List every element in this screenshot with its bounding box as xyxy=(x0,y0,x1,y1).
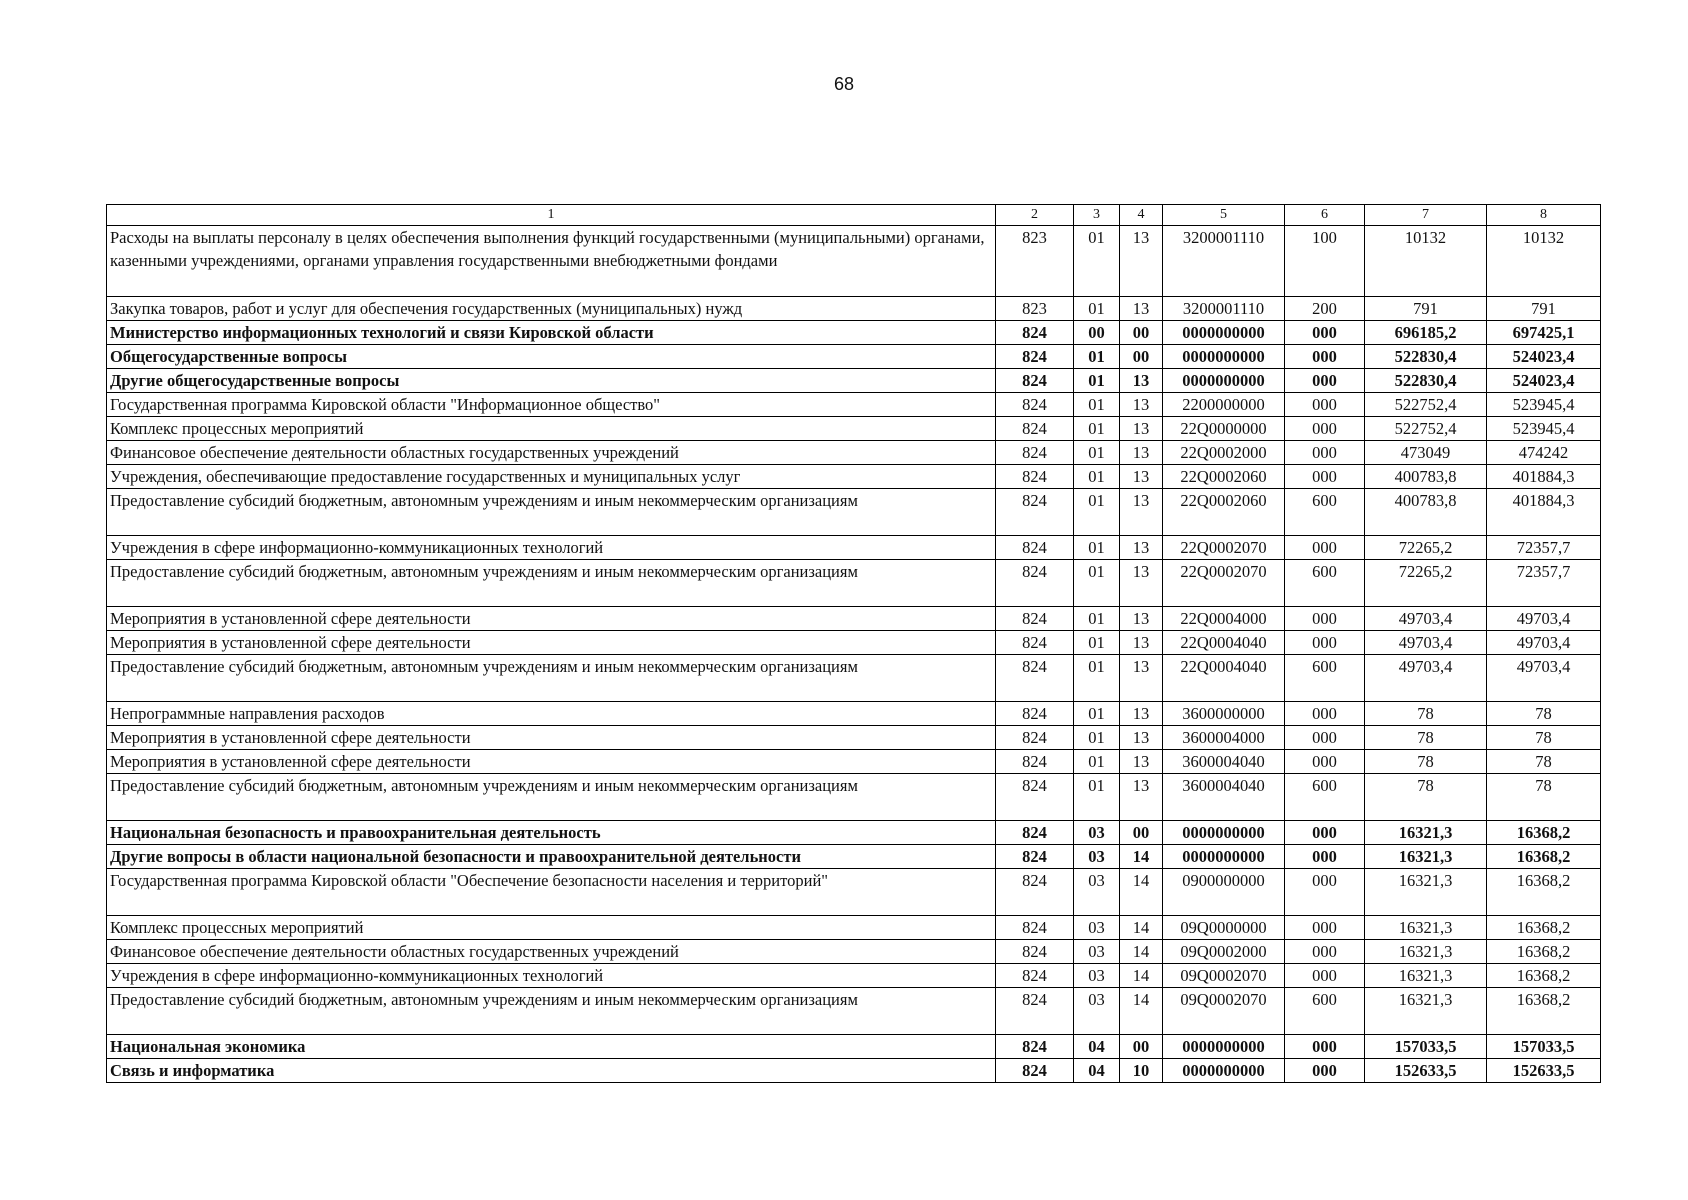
row-type-cell: 000 xyxy=(1285,964,1365,988)
row-name-cell: Общегосударственные вопросы xyxy=(107,345,996,369)
row-target-cell: 09Q0000000 xyxy=(1163,916,1285,940)
header-col-8: 8 xyxy=(1487,205,1601,226)
table-row xyxy=(107,845,1601,869)
table-row xyxy=(107,417,1601,441)
row-code-cell: 824 xyxy=(996,465,1074,489)
row-name-cell: Предоставление субсидий бюджетным, автономным учреждениям и иным некоммерческим организациям xyxy=(107,774,996,821)
row-amount-year2-cell: 72357,7 xyxy=(1487,536,1601,560)
row-code-cell: 824 xyxy=(996,964,1074,988)
table-body xyxy=(107,226,1601,1083)
row-subsection-cell: 10 xyxy=(1120,1059,1163,1083)
row-type-cell: 000 xyxy=(1285,631,1365,655)
row-target-cell: 09Q0002070 xyxy=(1163,964,1285,988)
row-target-cell: 0900000000 xyxy=(1163,869,1285,916)
table-row xyxy=(107,774,1601,821)
row-target-cell: 22Q0002060 xyxy=(1163,465,1285,489)
row-target-cell: 3600004040 xyxy=(1163,750,1285,774)
row-amount-year2-cell: 16368,2 xyxy=(1487,964,1601,988)
header-col-6: 6 xyxy=(1285,205,1365,226)
row-subsection-cell: 14 xyxy=(1120,845,1163,869)
page-number: 68 xyxy=(833,74,855,94)
row-amount-year1-cell: 696185,2 xyxy=(1365,321,1487,345)
row-section-cell: 01 xyxy=(1074,369,1120,393)
row-subsection-cell: 13 xyxy=(1120,607,1163,631)
row-code-cell: 824 xyxy=(996,1059,1074,1083)
row-target-cell: 0000000000 xyxy=(1163,345,1285,369)
row-section-cell: 01 xyxy=(1074,655,1120,702)
row-amount-year1-cell: 49703,4 xyxy=(1365,631,1487,655)
row-target-cell: 3600004000 xyxy=(1163,726,1285,750)
row-name-cell: Учреждения в сфере информационно-коммуникационных технологий xyxy=(107,964,996,988)
row-amount-year1-cell: 16321,3 xyxy=(1365,916,1487,940)
row-name-cell: Мероприятия в установленной сфере деятельности xyxy=(107,726,996,750)
row-subsection-cell: 00 xyxy=(1120,821,1163,845)
row-name-cell: Мероприятия в установленной сфере деятельности xyxy=(107,750,996,774)
row-amount-year2-cell: 49703,4 xyxy=(1487,655,1601,702)
row-target-cell: 0000000000 xyxy=(1163,821,1285,845)
row-amount-year2-cell: 16368,2 xyxy=(1487,821,1601,845)
row-amount-year1-cell: 157033,5 xyxy=(1365,1035,1487,1059)
row-subsection-cell: 13 xyxy=(1120,393,1163,417)
row-section-cell: 01 xyxy=(1074,393,1120,417)
row-amount-year2-cell: 791 xyxy=(1487,297,1601,321)
row-type-cell: 600 xyxy=(1285,560,1365,607)
row-name-cell: Предоставление субсидий бюджетным, автономным учреждениям и иным некоммерческим организациям xyxy=(107,489,996,536)
row-code-cell: 824 xyxy=(996,774,1074,821)
row-target-cell: 0000000000 xyxy=(1163,369,1285,393)
row-amount-year1-cell: 78 xyxy=(1365,774,1487,821)
row-name-cell: Учреждения, обеспечивающие предоставление государственных и муниципальных услуг xyxy=(107,465,996,489)
header-col-3: 3 xyxy=(1074,205,1120,226)
row-subsection-cell: 13 xyxy=(1120,297,1163,321)
row-subsection-cell: 13 xyxy=(1120,441,1163,465)
row-amount-year2-cell: 474242 xyxy=(1487,441,1601,465)
row-name-cell: Связь и информатика xyxy=(107,1059,996,1083)
row-target-cell: 0000000000 xyxy=(1163,1035,1285,1059)
row-code-cell: 824 xyxy=(996,916,1074,940)
row-amount-year2-cell: 72357,7 xyxy=(1487,560,1601,607)
table-row xyxy=(107,702,1601,726)
row-subsection-cell: 14 xyxy=(1120,869,1163,916)
header-col-4: 4 xyxy=(1120,205,1163,226)
row-subsection-cell: 13 xyxy=(1120,750,1163,774)
row-name-cell: Мероприятия в установленной сфере деятельности xyxy=(107,631,996,655)
row-name-cell: Финансовое обеспечение деятельности областных государственных учреждений xyxy=(107,441,996,465)
table-row xyxy=(107,631,1601,655)
row-type-cell: 000 xyxy=(1285,726,1365,750)
row-amount-year1-cell: 72265,2 xyxy=(1365,560,1487,607)
row-section-cell: 01 xyxy=(1074,297,1120,321)
row-section-cell: 04 xyxy=(1074,1059,1120,1083)
table-row xyxy=(107,441,1601,465)
row-amount-year2-cell: 49703,4 xyxy=(1487,631,1601,655)
row-type-cell: 100 xyxy=(1285,226,1365,297)
row-subsection-cell: 13 xyxy=(1120,655,1163,702)
row-subsection-cell: 13 xyxy=(1120,489,1163,536)
row-amount-year1-cell: 522830,4 xyxy=(1365,369,1487,393)
row-amount-year2-cell: 524023,4 xyxy=(1487,369,1601,393)
row-target-cell: 3600000000 xyxy=(1163,702,1285,726)
row-code-cell: 824 xyxy=(996,726,1074,750)
row-amount-year1-cell: 49703,4 xyxy=(1365,655,1487,702)
table-row xyxy=(107,821,1601,845)
row-name-cell: Государственная программа Кировской области "Информационное общество" xyxy=(107,393,996,417)
row-code-cell: 824 xyxy=(996,631,1074,655)
row-amount-year2-cell: 78 xyxy=(1487,702,1601,726)
row-type-cell: 000 xyxy=(1285,417,1365,441)
row-amount-year1-cell: 16321,3 xyxy=(1365,988,1487,1035)
row-type-cell: 000 xyxy=(1285,1035,1365,1059)
row-section-cell: 03 xyxy=(1074,845,1120,869)
row-section-cell: 01 xyxy=(1074,750,1120,774)
row-target-cell: 3200001110 xyxy=(1163,226,1285,297)
row-name-cell: Закупка товаров, работ и услуг для обеспечения государственных (муниципальных) нужд xyxy=(107,297,996,321)
row-target-cell: 22Q0002070 xyxy=(1163,560,1285,607)
row-type-cell: 000 xyxy=(1285,845,1365,869)
header-col-7: 7 xyxy=(1365,205,1487,226)
row-section-cell: 03 xyxy=(1074,916,1120,940)
row-subsection-cell: 13 xyxy=(1120,536,1163,560)
row-amount-year2-cell: 16368,2 xyxy=(1487,845,1601,869)
table-row xyxy=(107,297,1601,321)
row-section-cell: 03 xyxy=(1074,821,1120,845)
row-section-cell: 01 xyxy=(1074,631,1120,655)
row-code-cell: 823 xyxy=(996,297,1074,321)
row-subsection-cell: 14 xyxy=(1120,964,1163,988)
row-amount-year2-cell: 157033,5 xyxy=(1487,1035,1601,1059)
row-type-cell: 000 xyxy=(1285,916,1365,940)
row-code-cell: 824 xyxy=(996,489,1074,536)
row-amount-year1-cell: 78 xyxy=(1365,750,1487,774)
header-col-1: 1 xyxy=(107,205,996,226)
row-name-cell: Учреждения в сфере информационно-коммуникационных технологий xyxy=(107,536,996,560)
row-subsection-cell: 13 xyxy=(1120,226,1163,297)
row-name-cell: Национальная экономика xyxy=(107,1035,996,1059)
row-type-cell: 000 xyxy=(1285,869,1365,916)
row-type-cell: 000 xyxy=(1285,702,1365,726)
row-section-cell: 01 xyxy=(1074,417,1120,441)
row-type-cell: 200 xyxy=(1285,297,1365,321)
row-name-cell: Другие вопросы в области национальной безопасности и правоохранительной деятельности xyxy=(107,845,996,869)
row-type-cell: 000 xyxy=(1285,465,1365,489)
row-amount-year2-cell: 401884,3 xyxy=(1487,489,1601,536)
row-code-cell: 824 xyxy=(996,560,1074,607)
row-amount-year2-cell: 16368,2 xyxy=(1487,869,1601,916)
row-subsection-cell: 13 xyxy=(1120,702,1163,726)
table-row xyxy=(107,964,1601,988)
row-amount-year1-cell: 16321,3 xyxy=(1365,845,1487,869)
table-row xyxy=(107,226,1601,297)
table-row xyxy=(107,560,1601,607)
row-type-cell: 600 xyxy=(1285,489,1365,536)
row-name-cell: Другие общегосударственные вопросы xyxy=(107,369,996,393)
row-target-cell: 22Q0002060 xyxy=(1163,489,1285,536)
row-code-cell: 824 xyxy=(996,393,1074,417)
row-code-cell: 823 xyxy=(996,226,1074,297)
row-subsection-cell: 00 xyxy=(1120,1035,1163,1059)
row-name-cell: Государственная программа Кировской области "Обеспечение безопасности населения и территорий" xyxy=(107,869,996,916)
row-code-cell: 824 xyxy=(996,345,1074,369)
row-target-cell: 22Q0000000 xyxy=(1163,417,1285,441)
row-name-cell: Комплекс процессных мероприятий xyxy=(107,916,996,940)
row-subsection-cell: 13 xyxy=(1120,465,1163,489)
row-amount-year2-cell: 78 xyxy=(1487,726,1601,750)
row-type-cell: 000 xyxy=(1285,321,1365,345)
row-code-cell: 824 xyxy=(996,845,1074,869)
row-target-cell: 0000000000 xyxy=(1163,1059,1285,1083)
row-amount-year2-cell: 10132 xyxy=(1487,226,1601,297)
row-target-cell: 2200000000 xyxy=(1163,393,1285,417)
row-amount-year1-cell: 16321,3 xyxy=(1365,869,1487,916)
row-target-cell: 0000000000 xyxy=(1163,321,1285,345)
row-code-cell: 824 xyxy=(996,940,1074,964)
row-amount-year1-cell: 49703,4 xyxy=(1365,607,1487,631)
row-name-cell: Национальная безопасность и правоохранительная деятельность xyxy=(107,821,996,845)
row-section-cell: 03 xyxy=(1074,869,1120,916)
row-amount-year2-cell: 152633,5 xyxy=(1487,1059,1601,1083)
table-header-row xyxy=(107,205,1601,226)
row-amount-year1-cell: 78 xyxy=(1365,726,1487,750)
row-type-cell: 000 xyxy=(1285,345,1365,369)
row-subsection-cell: 13 xyxy=(1120,631,1163,655)
row-section-cell: 03 xyxy=(1074,988,1120,1035)
table-row xyxy=(107,655,1601,702)
row-amount-year2-cell: 16368,2 xyxy=(1487,940,1601,964)
row-subsection-cell: 00 xyxy=(1120,321,1163,345)
row-amount-year1-cell: 152633,5 xyxy=(1365,1059,1487,1083)
row-type-cell: 000 xyxy=(1285,536,1365,560)
row-section-cell: 01 xyxy=(1074,774,1120,821)
row-section-cell: 01 xyxy=(1074,702,1120,726)
row-amount-year1-cell: 16321,3 xyxy=(1365,964,1487,988)
row-target-cell: 22Q0004040 xyxy=(1163,631,1285,655)
header-col-2: 2 xyxy=(996,205,1074,226)
table-row xyxy=(107,750,1601,774)
table-row xyxy=(107,393,1601,417)
table-row xyxy=(107,988,1601,1035)
table-row xyxy=(107,726,1601,750)
row-subsection-cell: 00 xyxy=(1120,345,1163,369)
row-subsection-cell: 14 xyxy=(1120,916,1163,940)
row-section-cell: 01 xyxy=(1074,465,1120,489)
row-section-cell: 04 xyxy=(1074,1035,1120,1059)
row-target-cell: 09Q0002000 xyxy=(1163,940,1285,964)
row-name-cell: Предоставление субсидий бюджетным, автономным учреждениям и иным некоммерческим организациям xyxy=(107,655,996,702)
row-target-cell: 3200001110 xyxy=(1163,297,1285,321)
row-target-cell: 22Q0004000 xyxy=(1163,607,1285,631)
row-type-cell: 600 xyxy=(1285,988,1365,1035)
row-code-cell: 824 xyxy=(996,1035,1074,1059)
row-code-cell: 824 xyxy=(996,655,1074,702)
row-target-cell: 09Q0002070 xyxy=(1163,988,1285,1035)
row-amount-year1-cell: 72265,2 xyxy=(1365,536,1487,560)
row-type-cell: 000 xyxy=(1285,393,1365,417)
row-type-cell: 000 xyxy=(1285,1059,1365,1083)
row-amount-year2-cell: 78 xyxy=(1487,750,1601,774)
row-name-cell: Предоставление субсидий бюджетным, автономным учреждениям и иным некоммерческим организациям xyxy=(107,560,996,607)
table-row xyxy=(107,489,1601,536)
row-amount-year2-cell: 16368,2 xyxy=(1487,988,1601,1035)
row-subsection-cell: 13 xyxy=(1120,774,1163,821)
row-subsection-cell: 13 xyxy=(1120,369,1163,393)
row-type-cell: 000 xyxy=(1285,821,1365,845)
table-row xyxy=(107,1035,1601,1059)
row-amount-year1-cell: 78 xyxy=(1365,702,1487,726)
row-type-cell: 000 xyxy=(1285,369,1365,393)
row-target-cell: 0000000000 xyxy=(1163,845,1285,869)
row-subsection-cell: 14 xyxy=(1120,988,1163,1035)
row-amount-year2-cell: 697425,1 xyxy=(1487,321,1601,345)
row-section-cell: 01 xyxy=(1074,560,1120,607)
row-target-cell: 3600004040 xyxy=(1163,774,1285,821)
row-section-cell: 01 xyxy=(1074,726,1120,750)
table-row xyxy=(107,1059,1601,1083)
row-section-cell: 01 xyxy=(1074,489,1120,536)
row-target-cell: 22Q0002070 xyxy=(1163,536,1285,560)
row-name-cell: Финансовое обеспечение деятельности областных государственных учреждений xyxy=(107,940,996,964)
row-amount-year1-cell: 400783,8 xyxy=(1365,465,1487,489)
row-code-cell: 824 xyxy=(996,321,1074,345)
table-row xyxy=(107,465,1601,489)
row-amount-year1-cell: 473049 xyxy=(1365,441,1487,465)
table-row xyxy=(107,869,1601,916)
row-section-cell: 03 xyxy=(1074,964,1120,988)
row-type-cell: 000 xyxy=(1285,607,1365,631)
row-section-cell: 01 xyxy=(1074,607,1120,631)
table-row xyxy=(107,940,1601,964)
row-amount-year2-cell: 523945,4 xyxy=(1487,393,1601,417)
row-amount-year1-cell: 10132 xyxy=(1365,226,1487,297)
row-target-cell: 22Q0002000 xyxy=(1163,441,1285,465)
row-amount-year1-cell: 522830,4 xyxy=(1365,345,1487,369)
table-row xyxy=(107,916,1601,940)
row-amount-year1-cell: 522752,4 xyxy=(1365,393,1487,417)
row-subsection-cell: 13 xyxy=(1120,417,1163,441)
row-type-cell: 000 xyxy=(1285,940,1365,964)
row-amount-year2-cell: 523945,4 xyxy=(1487,417,1601,441)
header-col-5: 5 xyxy=(1163,205,1285,226)
row-code-cell: 824 xyxy=(996,441,1074,465)
table-row xyxy=(107,369,1601,393)
row-amount-year1-cell: 400783,8 xyxy=(1365,489,1487,536)
row-subsection-cell: 13 xyxy=(1120,560,1163,607)
row-amount-year2-cell: 524023,4 xyxy=(1487,345,1601,369)
row-amount-year1-cell: 16321,3 xyxy=(1365,821,1487,845)
row-code-cell: 824 xyxy=(996,821,1074,845)
row-name-cell: Министерство информационных технологий и связи Кировской области xyxy=(107,321,996,345)
row-section-cell: 01 xyxy=(1074,441,1120,465)
row-code-cell: 824 xyxy=(996,702,1074,726)
row-subsection-cell: 14 xyxy=(1120,940,1163,964)
row-amount-year2-cell: 401884,3 xyxy=(1487,465,1601,489)
row-amount-year1-cell: 16321,3 xyxy=(1365,940,1487,964)
row-amount-year2-cell: 16368,2 xyxy=(1487,916,1601,940)
row-amount-year1-cell: 791 xyxy=(1365,297,1487,321)
row-code-cell: 824 xyxy=(996,417,1074,441)
row-name-cell: Комплекс процессных мероприятий xyxy=(107,417,996,441)
row-name-cell: Непрограммные направления расходов xyxy=(107,702,996,726)
budget-table xyxy=(106,204,1601,1083)
row-name-cell: Расходы на выплаты персоналу в целях обеспечения выполнения функций государственными (муниципальными) органами, казенными учреждениями, органами управления государственными внебюджетными фондами xyxy=(107,226,996,297)
row-name-cell: Мероприятия в установленной сфере деятельности xyxy=(107,607,996,631)
row-section-cell: 00 xyxy=(1074,321,1120,345)
row-amount-year2-cell: 49703,4 xyxy=(1487,607,1601,631)
table-row xyxy=(107,345,1601,369)
row-section-cell: 01 xyxy=(1074,226,1120,297)
row-section-cell: 03 xyxy=(1074,940,1120,964)
table-row xyxy=(107,536,1601,560)
row-code-cell: 824 xyxy=(996,369,1074,393)
row-code-cell: 824 xyxy=(996,607,1074,631)
row-section-cell: 01 xyxy=(1074,536,1120,560)
row-type-cell: 600 xyxy=(1285,655,1365,702)
row-subsection-cell: 13 xyxy=(1120,726,1163,750)
row-amount-year2-cell: 78 xyxy=(1487,774,1601,821)
row-target-cell: 22Q0004040 xyxy=(1163,655,1285,702)
row-code-cell: 824 xyxy=(996,869,1074,916)
table-row xyxy=(107,607,1601,631)
row-type-cell: 000 xyxy=(1285,441,1365,465)
row-type-cell: 600 xyxy=(1285,774,1365,821)
row-name-cell: Предоставление субсидий бюджетным, автономным учреждениям и иным некоммерческим организациям xyxy=(107,988,996,1035)
row-amount-year1-cell: 522752,4 xyxy=(1365,417,1487,441)
row-section-cell: 01 xyxy=(1074,345,1120,369)
table-row xyxy=(107,321,1601,345)
row-code-cell: 824 xyxy=(996,988,1074,1035)
row-type-cell: 000 xyxy=(1285,750,1365,774)
row-code-cell: 824 xyxy=(996,750,1074,774)
row-code-cell: 824 xyxy=(996,536,1074,560)
